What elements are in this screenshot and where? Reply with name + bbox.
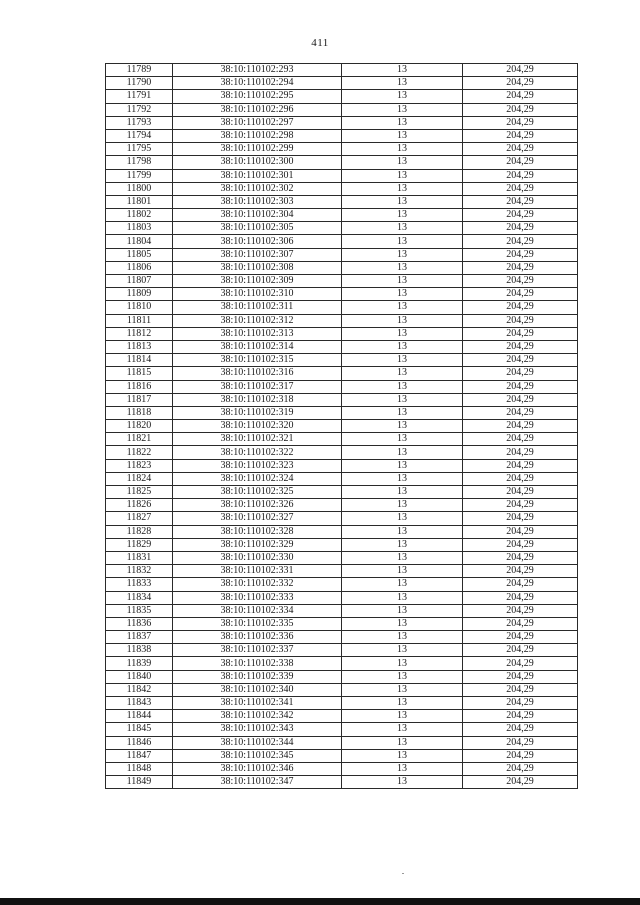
quantity-cell: 13: [342, 433, 463, 446]
amount-cell: 204,29: [463, 486, 578, 499]
quantity-cell: 13: [342, 393, 463, 406]
quantity-cell: 13: [342, 288, 463, 301]
table-row: [106, 551, 578, 564]
amount-cell: 204,29: [463, 222, 578, 235]
cadastral-number-cell: 38:10:110102:307: [173, 248, 342, 261]
amount-cell: 204,29: [463, 776, 578, 789]
register-table: [105, 63, 578, 789]
record-number-cell: 11843: [106, 697, 173, 710]
record-number-cell: 11829: [106, 538, 173, 551]
quantity-cell: 13: [342, 143, 463, 156]
amount-cell: 204,29: [463, 327, 578, 340]
amount-cell: 204,29: [463, 631, 578, 644]
amount-cell: 204,29: [463, 591, 578, 604]
amount-cell: 204,29: [463, 617, 578, 630]
quantity-cell: 13: [342, 169, 463, 182]
amount-cell: 204,29: [463, 182, 578, 195]
quantity-cell: 13: [342, 472, 463, 485]
cadastral-number-cell: 38:10:110102:301: [173, 169, 342, 182]
table-row: [106, 116, 578, 129]
cadastral-number-cell: 38:10:110102:316: [173, 367, 342, 380]
quantity-cell: 13: [342, 762, 463, 775]
record-number-cell: 11793: [106, 116, 173, 129]
record-number-cell: 11816: [106, 380, 173, 393]
table-row: [106, 538, 578, 551]
record-number-cell: 11824: [106, 472, 173, 485]
table-row: [106, 367, 578, 380]
amount-cell: 204,29: [463, 288, 578, 301]
record-number-cell: 11806: [106, 261, 173, 274]
record-number-cell: 11800: [106, 182, 173, 195]
quantity-cell: 13: [342, 77, 463, 90]
cadastral-number-cell: 38:10:110102:325: [173, 486, 342, 499]
cadastral-number-cell: 38:10:110102:323: [173, 459, 342, 472]
quantity-cell: 13: [342, 275, 463, 288]
amount-cell: 204,29: [463, 129, 578, 142]
quantity-cell: 13: [342, 156, 463, 169]
quantity-cell: 13: [342, 327, 463, 340]
cadastral-number-cell: 38:10:110102:328: [173, 525, 342, 538]
register-table-body: [106, 64, 578, 789]
table-row: [106, 195, 578, 208]
table-row: [106, 235, 578, 248]
table-row: [106, 644, 578, 657]
table-row: [106, 77, 578, 90]
table-row: [106, 406, 578, 419]
amount-cell: 204,29: [463, 710, 578, 723]
quantity-cell: 13: [342, 565, 463, 578]
amount-cell: 204,29: [463, 169, 578, 182]
record-number-cell: 11790: [106, 77, 173, 90]
cadastral-number-cell: 38:10:110102:309: [173, 275, 342, 288]
table-row: [106, 604, 578, 617]
cadastral-number-cell: 38:10:110102:331: [173, 565, 342, 578]
amount-cell: 204,29: [463, 433, 578, 446]
amount-cell: 204,29: [463, 156, 578, 169]
amount-cell: 204,29: [463, 551, 578, 564]
amount-cell: 204,29: [463, 565, 578, 578]
quantity-cell: 13: [342, 406, 463, 419]
cadastral-number-cell: 38:10:110102:300: [173, 156, 342, 169]
amount-cell: 204,29: [463, 762, 578, 775]
amount-cell: 204,29: [463, 261, 578, 274]
quantity-cell: 13: [342, 499, 463, 512]
cadastral-number-cell: 38:10:110102:312: [173, 314, 342, 327]
cadastral-number-cell: 38:10:110102:310: [173, 288, 342, 301]
amount-cell: 204,29: [463, 354, 578, 367]
record-number-cell: 11813: [106, 340, 173, 353]
table-row: [106, 90, 578, 103]
cadastral-number-cell: 38:10:110102:344: [173, 736, 342, 749]
table-row: [106, 486, 578, 499]
quantity-cell: 13: [342, 591, 463, 604]
quantity-cell: 13: [342, 525, 463, 538]
cadastral-number-cell: 38:10:110102:302: [173, 182, 342, 195]
cadastral-number-cell: 38:10:110102:313: [173, 327, 342, 340]
cadastral-number-cell: 38:10:110102:341: [173, 697, 342, 710]
quantity-cell: 13: [342, 486, 463, 499]
amount-cell: 204,29: [463, 64, 578, 77]
quantity-cell: 13: [342, 209, 463, 222]
quantity-cell: 13: [342, 697, 463, 710]
cadastral-number-cell: 38:10:110102:293: [173, 64, 342, 77]
table-row: [106, 288, 578, 301]
quantity-cell: 13: [342, 314, 463, 327]
cadastral-number-cell: 38:10:110102:337: [173, 644, 342, 657]
cadastral-number-cell: 38:10:110102:342: [173, 710, 342, 723]
record-number-cell: 11803: [106, 222, 173, 235]
quantity-cell: 13: [342, 195, 463, 208]
amount-cell: 204,29: [463, 472, 578, 485]
cadastral-number-cell: 38:10:110102:345: [173, 749, 342, 762]
record-number-cell: 11827: [106, 512, 173, 525]
amount-cell: 204,29: [463, 538, 578, 551]
cadastral-number-cell: 38:10:110102:297: [173, 116, 342, 129]
cadastral-number-cell: 38:10:110102:327: [173, 512, 342, 525]
record-number-cell: 11810: [106, 301, 173, 314]
record-number-cell: 11818: [106, 406, 173, 419]
record-number-cell: 11828: [106, 525, 173, 538]
table-row: [106, 354, 578, 367]
quantity-cell: 13: [342, 776, 463, 789]
table-row: [106, 525, 578, 538]
cadastral-number-cell: 38:10:110102:303: [173, 195, 342, 208]
quantity-cell: 13: [342, 631, 463, 644]
amount-cell: 204,29: [463, 393, 578, 406]
quantity-cell: 13: [342, 551, 463, 564]
record-number-cell: 11840: [106, 670, 173, 683]
quantity-cell: 13: [342, 103, 463, 116]
table-row: [106, 631, 578, 644]
record-number-cell: 11846: [106, 736, 173, 749]
table-row: [106, 591, 578, 604]
record-number-cell: 11832: [106, 565, 173, 578]
cadastral-number-cell: 38:10:110102:305: [173, 222, 342, 235]
amount-cell: 204,29: [463, 697, 578, 710]
record-number-cell: 11834: [106, 591, 173, 604]
cadastral-number-cell: 38:10:110102:311: [173, 301, 342, 314]
record-number-cell: 11805: [106, 248, 173, 261]
cadastral-number-cell: 38:10:110102:320: [173, 420, 342, 433]
record-number-cell: 11845: [106, 723, 173, 736]
quantity-cell: 13: [342, 644, 463, 657]
amount-cell: 204,29: [463, 143, 578, 156]
amount-cell: 204,29: [463, 406, 578, 419]
table-row: [106, 459, 578, 472]
amount-cell: 204,29: [463, 340, 578, 353]
record-number-cell: 11838: [106, 644, 173, 657]
record-number-cell: 11826: [106, 499, 173, 512]
record-number-cell: 11812: [106, 327, 173, 340]
quantity-cell: 13: [342, 512, 463, 525]
record-number-cell: 11807: [106, 275, 173, 288]
cadastral-number-cell: 38:10:110102:317: [173, 380, 342, 393]
table-row: [106, 736, 578, 749]
table-row: [106, 340, 578, 353]
amount-cell: 204,29: [463, 525, 578, 538]
cadastral-number-cell: 38:10:110102:333: [173, 591, 342, 604]
cadastral-number-cell: 38:10:110102:332: [173, 578, 342, 591]
amount-cell: 204,29: [463, 301, 578, 314]
cadastral-number-cell: 38:10:110102:326: [173, 499, 342, 512]
table-row: [106, 314, 578, 327]
record-number-cell: 11811: [106, 314, 173, 327]
quantity-cell: 13: [342, 380, 463, 393]
quantity-cell: 13: [342, 222, 463, 235]
amount-cell: 204,29: [463, 195, 578, 208]
cadastral-number-cell: 38:10:110102:318: [173, 393, 342, 406]
amount-cell: 204,29: [463, 512, 578, 525]
amount-cell: 204,29: [463, 578, 578, 591]
cadastral-number-cell: 38:10:110102:324: [173, 472, 342, 485]
quantity-cell: 13: [342, 340, 463, 353]
amount-cell: 204,29: [463, 499, 578, 512]
quantity-cell: 13: [342, 248, 463, 261]
cadastral-number-cell: 38:10:110102:294: [173, 77, 342, 90]
record-number-cell: 11820: [106, 420, 173, 433]
table-row: [106, 64, 578, 77]
cadastral-number-cell: 38:10:110102:338: [173, 657, 342, 670]
table-row: [106, 472, 578, 485]
cadastral-number-cell: 38:10:110102:315: [173, 354, 342, 367]
table-row: [106, 499, 578, 512]
amount-cell: 204,29: [463, 723, 578, 736]
table-row: [106, 248, 578, 261]
cadastral-number-cell: 38:10:110102:298: [173, 129, 342, 142]
cadastral-number-cell: 38:10:110102:347: [173, 776, 342, 789]
cadastral-number-cell: 38:10:110102:334: [173, 604, 342, 617]
cadastral-number-cell: 38:10:110102:296: [173, 103, 342, 116]
record-number-cell: 11799: [106, 169, 173, 182]
quantity-cell: 13: [342, 261, 463, 274]
record-number-cell: 11795: [106, 143, 173, 156]
cadastral-number-cell: 38:10:110102:314: [173, 340, 342, 353]
record-number-cell: 11839: [106, 657, 173, 670]
cadastral-number-cell: 38:10:110102:304: [173, 209, 342, 222]
record-number-cell: 11849: [106, 776, 173, 789]
quantity-cell: 13: [342, 446, 463, 459]
quantity-cell: 13: [342, 90, 463, 103]
table-row: [106, 301, 578, 314]
amount-cell: 204,29: [463, 670, 578, 683]
amount-cell: 204,29: [463, 736, 578, 749]
table-row: [106, 683, 578, 696]
table-row: [106, 169, 578, 182]
amount-cell: 204,29: [463, 380, 578, 393]
amount-cell: 204,29: [463, 103, 578, 116]
quantity-cell: 13: [342, 736, 463, 749]
quantity-cell: 13: [342, 354, 463, 367]
quantity-cell: 13: [342, 116, 463, 129]
amount-cell: 204,29: [463, 644, 578, 657]
cadastral-number-cell: 38:10:110102:343: [173, 723, 342, 736]
cadastral-number-cell: 38:10:110102:321: [173, 433, 342, 446]
table-row: [106, 710, 578, 723]
table-row: [106, 657, 578, 670]
quantity-cell: 13: [342, 670, 463, 683]
page-number: 411: [311, 37, 329, 49]
cadastral-number-cell: 38:10:110102:299: [173, 143, 342, 156]
cadastral-number-cell: 38:10:110102:319: [173, 406, 342, 419]
table-row: [106, 565, 578, 578]
record-number-cell: 11804: [106, 235, 173, 248]
cadastral-number-cell: 38:10:110102:306: [173, 235, 342, 248]
table-row: [106, 670, 578, 683]
record-number-cell: 11789: [106, 64, 173, 77]
record-number-cell: 11801: [106, 195, 173, 208]
amount-cell: 204,29: [463, 604, 578, 617]
table-row: [106, 143, 578, 156]
amount-cell: 204,29: [463, 683, 578, 696]
record-number-cell: 11809: [106, 288, 173, 301]
table-row: [106, 261, 578, 274]
cadastral-number-cell: 38:10:110102:339: [173, 670, 342, 683]
table-row: [106, 103, 578, 116]
table-row: [106, 182, 578, 195]
record-number-cell: 11814: [106, 354, 173, 367]
quantity-cell: 13: [342, 617, 463, 630]
table-row: [106, 617, 578, 630]
record-number-cell: 11798: [106, 156, 173, 169]
amount-cell: 204,29: [463, 235, 578, 248]
quantity-cell: 13: [342, 749, 463, 762]
record-number-cell: 11825: [106, 486, 173, 499]
amount-cell: 204,29: [463, 248, 578, 261]
record-number-cell: 11833: [106, 578, 173, 591]
table-row: [106, 420, 578, 433]
record-number-cell: 11844: [106, 710, 173, 723]
cadastral-number-cell: 38:10:110102:322: [173, 446, 342, 459]
record-number-cell: 11822: [106, 446, 173, 459]
amount-cell: 204,29: [463, 275, 578, 288]
record-number-cell: 11815: [106, 367, 173, 380]
record-number-cell: 11823: [106, 459, 173, 472]
quantity-cell: 13: [342, 64, 463, 77]
record-number-cell: 11794: [106, 129, 173, 142]
record-number-cell: 11791: [106, 90, 173, 103]
quantity-cell: 13: [342, 459, 463, 472]
amount-cell: 204,29: [463, 459, 578, 472]
quantity-cell: 13: [342, 129, 463, 142]
record-number-cell: 11847: [106, 749, 173, 762]
record-number-cell: 11831: [106, 551, 173, 564]
table-row: [106, 697, 578, 710]
cadastral-number-cell: 38:10:110102:336: [173, 631, 342, 644]
amount-cell: 204,29: [463, 90, 578, 103]
amount-cell: 204,29: [463, 314, 578, 327]
quantity-cell: 13: [342, 367, 463, 380]
amount-cell: 204,29: [463, 657, 578, 670]
table-row: [106, 275, 578, 288]
table-row: [106, 327, 578, 340]
table-row: [106, 156, 578, 169]
amount-cell: 204,29: [463, 446, 578, 459]
quantity-cell: 13: [342, 710, 463, 723]
table-row: [106, 762, 578, 775]
cadastral-number-cell: 38:10:110102:340: [173, 683, 342, 696]
record-number-cell: 11821: [106, 433, 173, 446]
quantity-cell: 13: [342, 604, 463, 617]
table-row: [106, 723, 578, 736]
quantity-cell: 13: [342, 657, 463, 670]
amount-cell: 204,29: [463, 77, 578, 90]
cadastral-number-cell: 38:10:110102:346: [173, 762, 342, 775]
quantity-cell: 13: [342, 723, 463, 736]
quantity-cell: 13: [342, 683, 463, 696]
quantity-cell: 13: [342, 420, 463, 433]
table-row: [106, 749, 578, 762]
table-row: [106, 578, 578, 591]
amount-cell: 204,29: [463, 116, 578, 129]
record-number-cell: 11848: [106, 762, 173, 775]
table-row: [106, 446, 578, 459]
record-number-cell: 11835: [106, 604, 173, 617]
record-number-cell: 11792: [106, 103, 173, 116]
table-row: [106, 512, 578, 525]
cadastral-number-cell: 38:10:110102:295: [173, 90, 342, 103]
record-number-cell: 11817: [106, 393, 173, 406]
scan-speck: [402, 873, 404, 874]
amount-cell: 204,29: [463, 420, 578, 433]
table-row: [106, 209, 578, 222]
quantity-cell: 13: [342, 578, 463, 591]
amount-cell: 204,29: [463, 749, 578, 762]
table-row: [106, 222, 578, 235]
amount-cell: 204,29: [463, 367, 578, 380]
amount-cell: 204,29: [463, 209, 578, 222]
cadastral-number-cell: 38:10:110102:335: [173, 617, 342, 630]
record-number-cell: 11802: [106, 209, 173, 222]
table-row: [106, 129, 578, 142]
table-row: [106, 380, 578, 393]
cadastral-number-cell: 38:10:110102:330: [173, 551, 342, 564]
quantity-cell: 13: [342, 301, 463, 314]
quantity-cell: 13: [342, 235, 463, 248]
record-number-cell: 11837: [106, 631, 173, 644]
record-number-cell: 11842: [106, 683, 173, 696]
table-row: [106, 433, 578, 446]
scan-bottom-edge: [0, 898, 640, 905]
cadastral-number-cell: 38:10:110102:329: [173, 538, 342, 551]
table-row: [106, 393, 578, 406]
cadastral-number-cell: 38:10:110102:308: [173, 261, 342, 274]
quantity-cell: 13: [342, 182, 463, 195]
record-number-cell: 11836: [106, 617, 173, 630]
table-row: [106, 776, 578, 789]
quantity-cell: 13: [342, 538, 463, 551]
